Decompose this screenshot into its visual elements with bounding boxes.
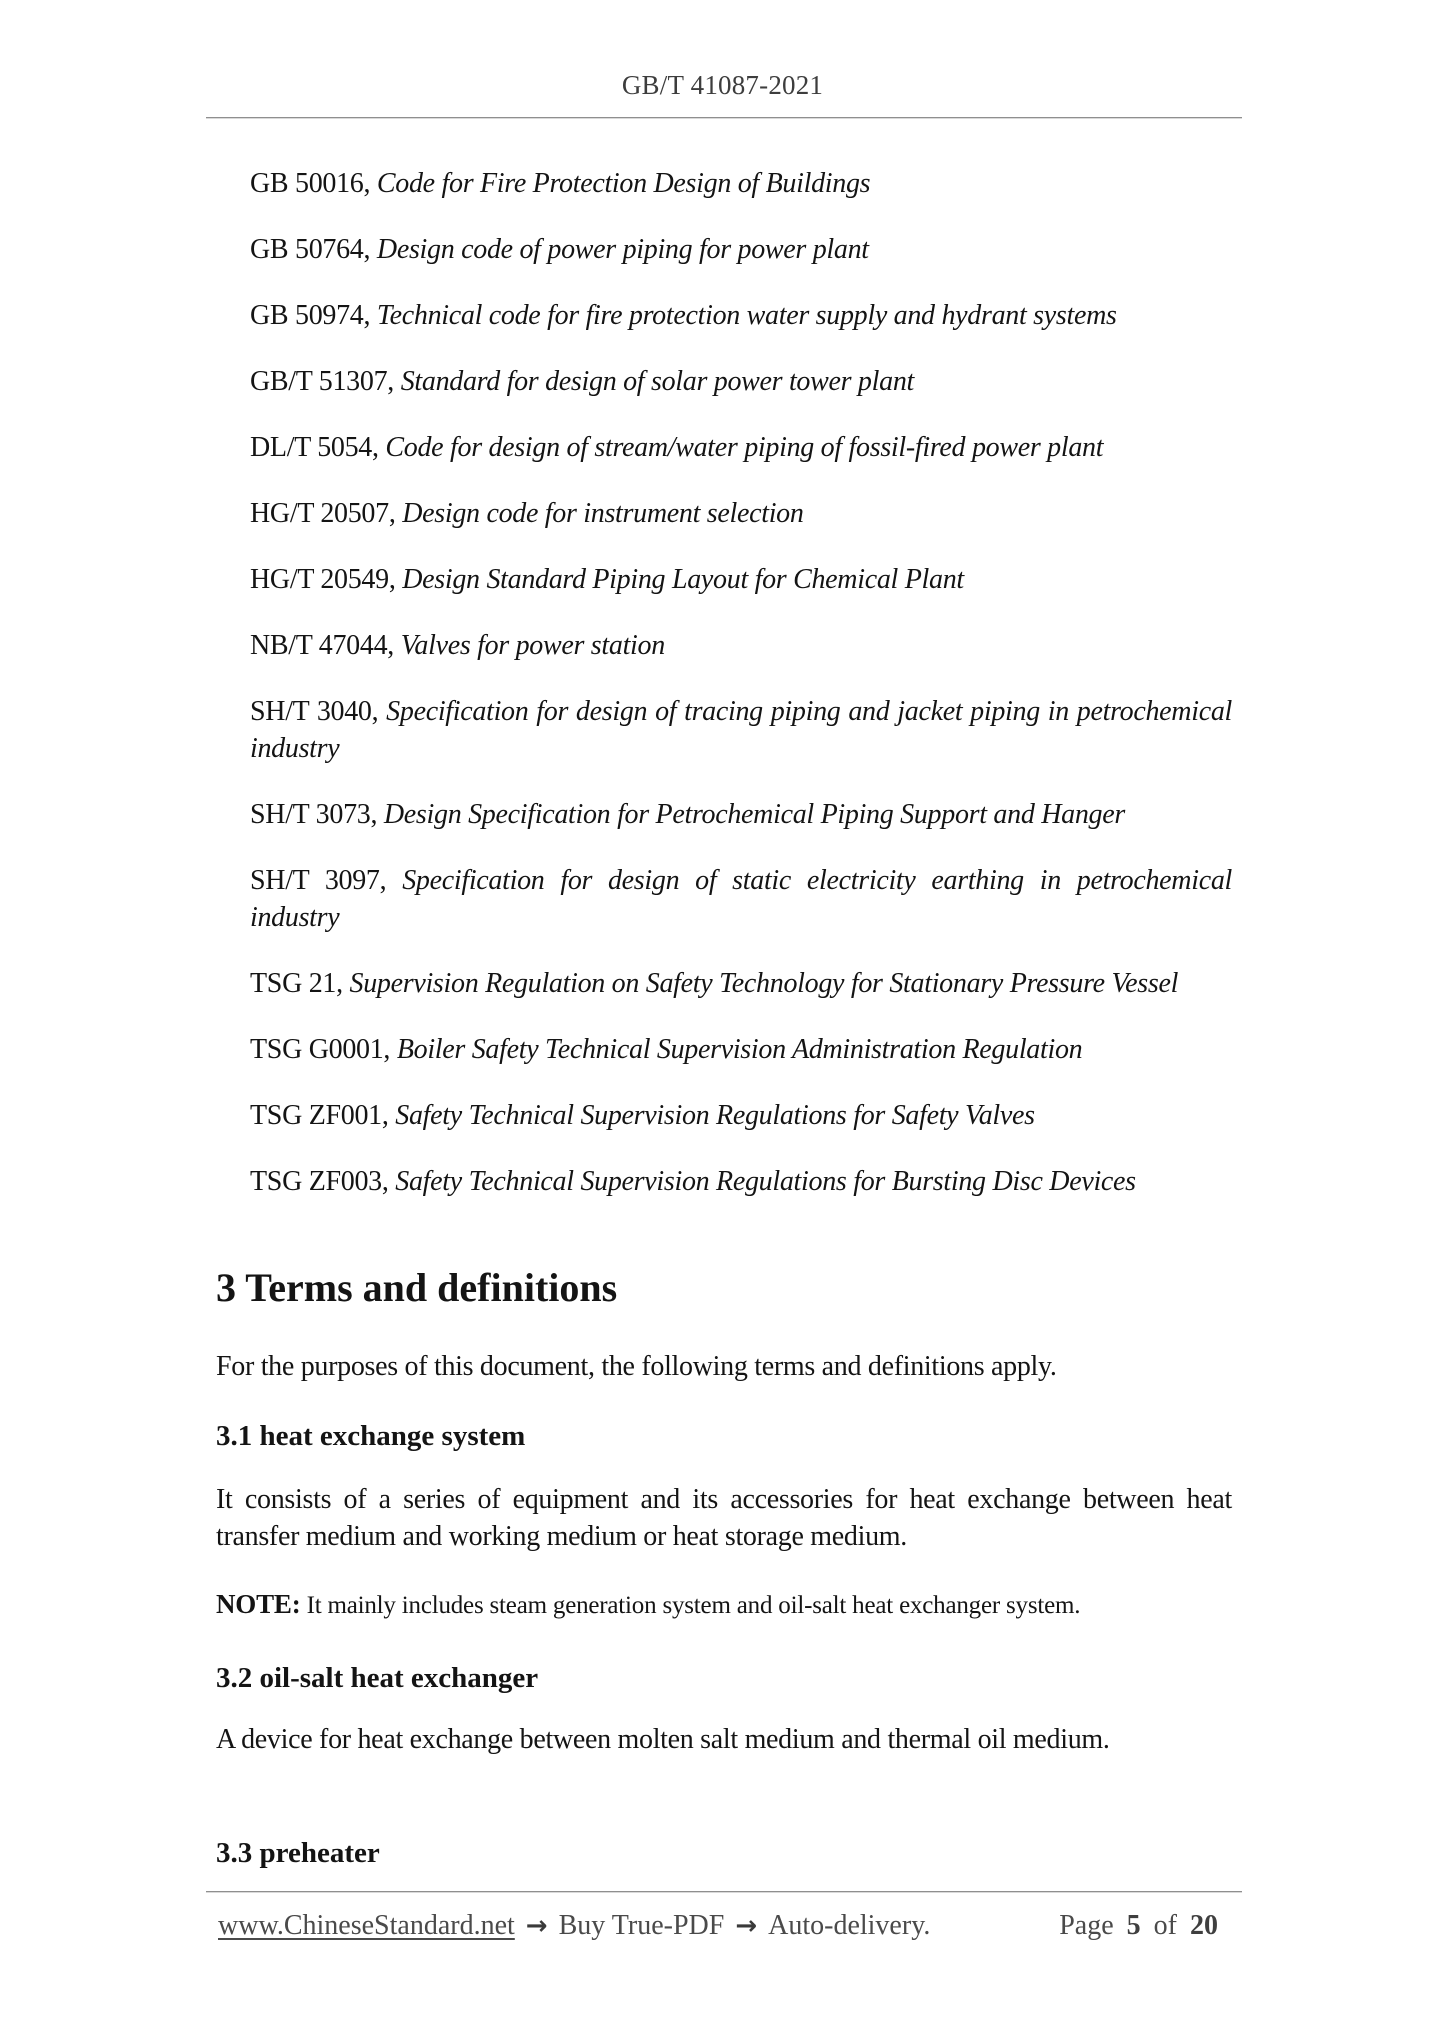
reference-title: Design code for instrument selection <box>402 498 804 529</box>
page-label: Page <box>1059 1910 1114 1941</box>
reference-code: HG/T 20507, <box>250 498 403 529</box>
reference-title: Specification for design of static electricity earthing in petrochemical industry <box>250 865 1233 933</box>
footer-divider <box>206 1891 1242 1893</box>
header-divider <box>206 117 1242 119</box>
note-text: It mainly includes steam generation system and oil-salt heat exchanger system. <box>300 1592 1081 1619</box>
term-heading-3-2: 3.2 oil-salt heat exchanger <box>216 1662 539 1694</box>
reference-title: Code for design of stream/water piping of fossil-fired power plant <box>385 432 1104 463</box>
reference-title: Design Standard Piping Layout for Chemical Plant <box>402 564 964 595</box>
reference-item <box>250 796 1232 833</box>
reference-item <box>250 1163 1232 1200</box>
reference-code: TSG G0001, <box>250 1034 397 1065</box>
reference-item <box>250 1031 1232 1068</box>
reference-item <box>250 862 1232 936</box>
reference-code: HG/T 20549, <box>250 564 403 595</box>
reference-code: TSG ZF001, <box>250 1100 396 1131</box>
arrow-right-icon: → <box>735 1911 758 1941</box>
page-indicator <box>1059 1910 1218 1942</box>
reference-title: Safety Technical Supervision Regulations for Safety Valves <box>395 1100 1035 1131</box>
reference-title: Technical code for fire protection water supply and hydrant systems <box>376 300 1117 331</box>
reference-title: Standard for design of solar power tower plant <box>400 366 914 397</box>
term-definition-3-1: It consists of a series of equipment and its accessories for heat exchange between heat transfer medium and working medium or heat storage medium. <box>216 1484 1232 1552</box>
reference-code: TSG ZF003, <box>250 1166 396 1197</box>
references-list <box>216 165 1232 1200</box>
reference-code: DL/T 5054, <box>250 432 386 463</box>
reference-item <box>250 1097 1232 1134</box>
footer-delivery-text: Auto-delivery. <box>768 1910 931 1941</box>
reference-item <box>250 297 1232 334</box>
reference-title: Boiler Safety Technical Supervision Administration Regulation <box>396 1034 1083 1065</box>
page-number: 5 <box>1126 1910 1141 1941</box>
reference-title: Design code of power piping for power plant <box>376 234 869 265</box>
page-total: 20 <box>1190 1910 1218 1941</box>
reference-title: Design Specification for Petrochemical Piping Support and Hanger <box>383 799 1125 830</box>
reference-code: SH/T 3073, <box>250 799 384 830</box>
reference-code: SH/T 3097, <box>250 865 403 896</box>
arrow-right-icon: → <box>525 1911 548 1941</box>
reference-code: GB 50764, <box>250 234 377 265</box>
reference-item <box>250 965 1232 1002</box>
footer-left <box>218 1910 930 1942</box>
reference-item <box>250 693 1232 767</box>
term-heading-3-1: 3.1 heat exchange system <box>216 1420 526 1452</box>
footer-site-link[interactable]: www.ChineseStandard.net <box>218 1910 515 1941</box>
note-label: NOTE: <box>216 1589 301 1619</box>
term-heading-3-3: 3.3 preheater <box>216 1837 380 1869</box>
page-footer <box>206 1891 1242 1942</box>
reference-item <box>250 231 1232 268</box>
reference-title: Valves for power station <box>400 630 665 661</box>
reference-code: NB/T 47044, <box>250 630 401 661</box>
reference-code: GB/T 51307, <box>250 366 401 397</box>
reference-code: GB 50016, <box>250 168 377 199</box>
reference-code: GB 50974, <box>250 300 377 331</box>
reference-title: Supervision Regulation on Safety Technology for Stationary Pressure Vessel <box>349 968 1179 999</box>
term-note-3-1 <box>216 1587 1232 1623</box>
reference-item <box>250 429 1232 466</box>
footer-buy-text: Buy True-PDF <box>558 1910 725 1941</box>
reference-code: TSG 21, <box>250 968 350 999</box>
section-heading-terms-and-definitions: 3 Terms and definitions <box>216 1265 618 1310</box>
reference-item <box>250 495 1232 532</box>
reference-item <box>250 561 1232 598</box>
section-intro: For the purposes of this document, the following terms and definitions apply. <box>216 1351 1057 1382</box>
reference-title: Safety Technical Supervision Regulations for Bursting Disc Devices <box>395 1166 1136 1197</box>
footer-row <box>206 1910 1242 1942</box>
reference-code: SH/T 3040, <box>250 696 387 727</box>
reference-title: Code for Fire Protection Design of Buildings <box>376 168 871 199</box>
reference-item <box>250 363 1232 400</box>
reference-item <box>250 165 1232 202</box>
reference-item <box>250 627 1232 664</box>
term-definition-3-2: A device for heat exchange between molten salt medium and thermal oil medium. <box>216 1724 1110 1755</box>
page-content <box>216 165 1232 1872</box>
of-label: of <box>1153 1910 1177 1941</box>
reference-title: Specification for design of tracing piping and jacket piping in petrochemical industry <box>250 696 1233 764</box>
page-header-doc-number: GB/T 41087-2021 <box>621 70 824 100</box>
